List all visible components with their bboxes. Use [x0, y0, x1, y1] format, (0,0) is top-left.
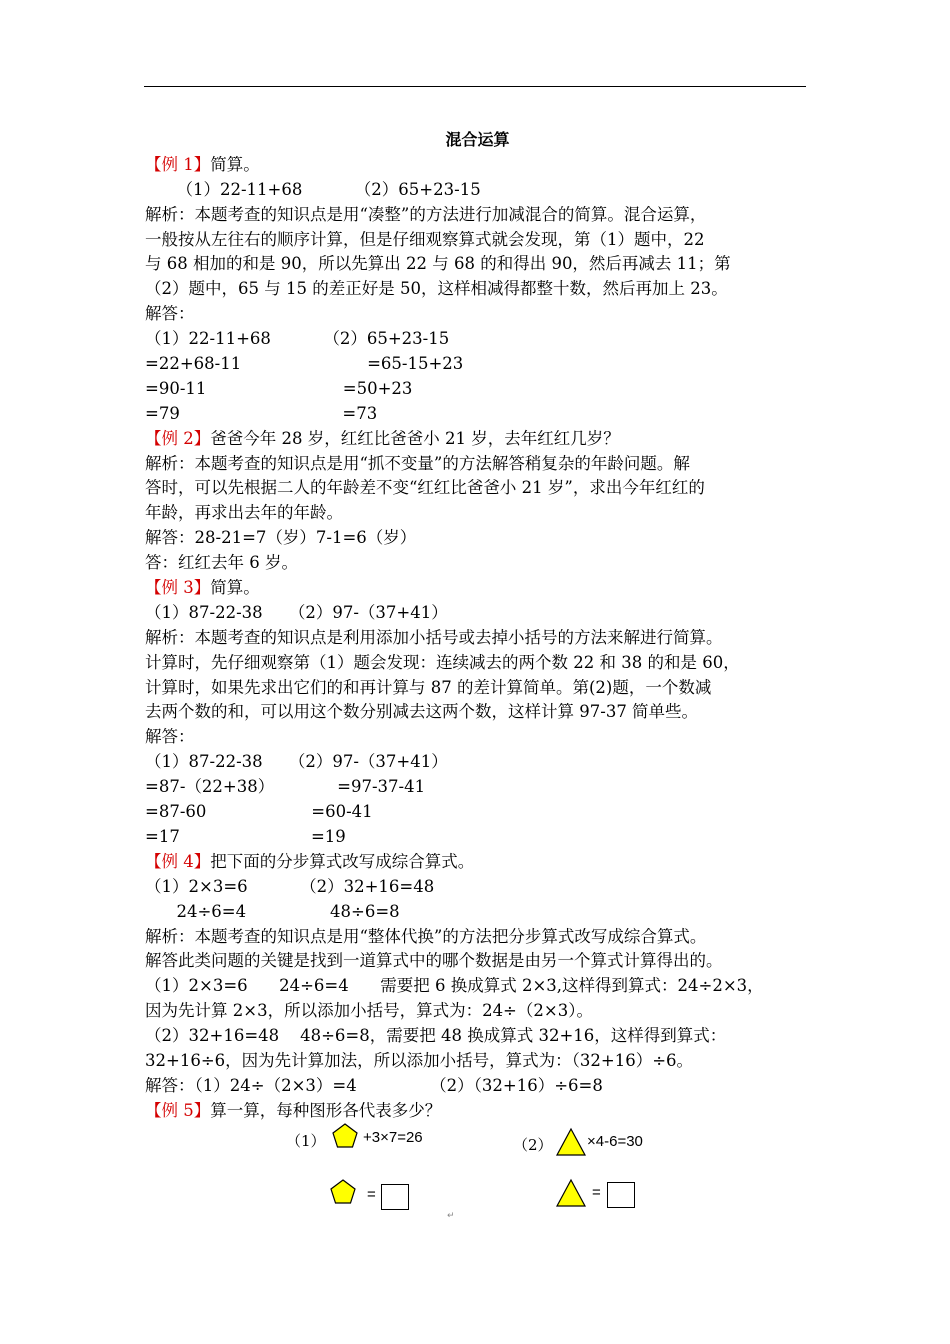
problem-2-expression: ×4-6=30	[587, 1133, 643, 1150]
example-4-problem: 24÷6=4 48÷6=8	[145, 901, 400, 921]
example-question: 简算。	[210, 154, 260, 174]
analysis-line: 解析：本题考查的知识点是利用添加小括号或去掉小括号的方法来解进行简算。	[145, 627, 723, 647]
analysis-line: 解析：本题考查的知识点是用“整体代换”的方法把分步算式改写成综合算式。	[145, 926, 707, 946]
example-1-heading	[145, 153, 810, 178]
problem-1-expression: +3×7=26	[363, 1129, 423, 1146]
document-body	[145, 128, 810, 1124]
answer-label: 解答：	[145, 727, 195, 747]
example-tag: 【例 5】	[145, 1100, 211, 1120]
solution-step: （1）87-22-38 （2）97-（37+41）	[145, 752, 448, 772]
analysis-line: 年龄，再求出去年的年龄。	[145, 503, 343, 523]
example-3-heading	[145, 576, 810, 601]
example-5-figures	[145, 1118, 810, 1228]
example-4-heading	[145, 850, 810, 875]
example-tag: 【例 4】	[145, 851, 211, 871]
example-question: 简算。	[210, 578, 260, 598]
equals-sign: =	[367, 1186, 376, 1203]
triangle-icon	[555, 1127, 587, 1162]
solution-step: =22+68-11 =65-15+23	[145, 354, 464, 374]
example-1-problems: （1）22-11+68 （2）65+23-15	[145, 179, 481, 199]
solution-step: =79 =73	[145, 403, 378, 423]
equals-sign: =	[592, 1184, 601, 1201]
example-2-heading	[145, 427, 810, 452]
example-question: 把下面的分步算式改写成综合算式。	[210, 851, 475, 871]
paragraph-mark-icon: ↵	[447, 1210, 455, 1220]
final-answer: 答：红红去年 6 岁。	[145, 553, 298, 573]
answer-label: 解答：	[145, 304, 195, 324]
problem-1-label: （1）	[286, 1132, 326, 1150]
pentagon-icon	[329, 1178, 357, 1211]
analysis-line: （1）2×3=6 24÷6=4 需要把 6 换成算式 2×3,这样得到算式：24÷2×3，	[145, 976, 764, 996]
page-title: 混合运算	[445, 130, 510, 149]
analysis-line: 一般按从左往右的顺序计算，但是仔细观察算式就会发现，第（1）题中，22	[145, 229, 705, 249]
example-3-problems: （1）87-22-38 （2）97-（37+41）	[145, 602, 448, 622]
example-tag: 【例 2】	[145, 428, 211, 448]
triangle-icon	[555, 1178, 587, 1213]
analysis-line: 因为先计算 2×3，所以添加小括号，算式为：24÷（2×3）。	[145, 1001, 593, 1021]
solution-step: =17 =19	[145, 826, 346, 846]
solution-step: （1）22-11+68 （2）65+23-15	[145, 329, 450, 349]
example-tag: 【例 1】	[145, 154, 211, 174]
answer-box[interactable]	[607, 1182, 635, 1208]
analysis-line: 去两个数的和，可以用这个数分别减去这两个数，这样计算 97-37 简单些。	[145, 702, 699, 722]
analysis-line: 解答此类问题的关键是找到一道算式中的哪个数据是由另一个算式计算得出的。	[145, 951, 723, 971]
analysis-line: 解析：本题考查的知识点是用“凑整”的方法进行加减混合的简算。混合运算，	[145, 204, 707, 224]
analysis-line: 与 68 相加的和是 90，所以先算出 22 与 68 的和得出 90，然后再减去 11；第	[145, 254, 731, 274]
problem-2-label: （2）	[513, 1136, 553, 1154]
analysis-line: 计算时，先仔细观察第（1）题会发现：连续减去的两个数 22 和 38 的和是 60，	[145, 652, 740, 672]
analysis-line: 解析：本题考查的知识点是用“抓不变量”的方法解答稍复杂的年龄问题。解	[145, 453, 690, 473]
solution-step: =87-60 =60-41	[145, 802, 373, 822]
answer-line: 解答：28-21=7（岁）7-1=6（岁）	[145, 528, 417, 548]
analysis-line: 32+16÷6，因为先计算加法，所以添加小括号，算式为：（32+16）÷6。	[145, 1050, 694, 1070]
pentagon-icon	[331, 1122, 359, 1155]
answer-line: 解答：（1）24÷（2×3）=4 （2）（32+16）÷6=8	[145, 1075, 603, 1095]
analysis-line: 答时，可以先根据二人的年龄差不变“红红比爸爸小 21 岁”，求出今年红红的	[145, 478, 705, 498]
example-question: 算一算，每种图形各代表多少？	[210, 1100, 442, 1120]
example-question: 爸爸今年 28 岁，红红比爸爸小 21 岁，去年红红几岁？	[210, 428, 620, 448]
analysis-line: （2）题中，65 与 15 的差正好是 50，这样相减得都整十数，然后再加上 23。	[145, 279, 728, 299]
header-rule	[144, 86, 806, 87]
analysis-line: （2）32+16=48 48÷6=8，需要把 48 换成算式 32+16，这样得到算式：	[145, 1026, 727, 1046]
solution-step: =90-11 =50+23	[145, 378, 413, 398]
answer-box[interactable]	[381, 1184, 409, 1210]
example-tag: 【例 3】	[145, 578, 211, 598]
example-4-problem: （1）2×3=6 （2）32+16=48	[145, 876, 435, 896]
solution-step: =87-（22+38） =97-37-41	[145, 777, 426, 797]
analysis-line: 计算时，如果先求出它们的和再计算与 87 的差计算简单。第(2)题，一个数减	[145, 677, 712, 697]
